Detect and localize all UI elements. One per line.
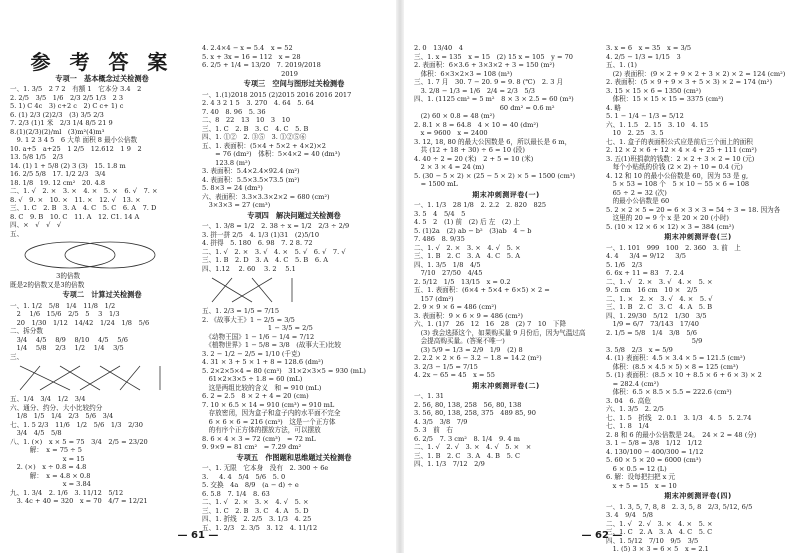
answer-line: 五、1. 2/3 2. 3/5 3. 12 4. 11/12 [202,523,318,532]
answer-line: 2. 5/12 1/5 13/15 x = 0.2 [414,277,511,286]
section-title: 专项一 基本概念过关检测卷 [55,73,149,83]
answer-line: 4. 表面积：5.5×3.5×73.5 (m²) [202,175,300,184]
answer-line: 二、1. √ 2. × 3. × 4. √ 5. × [202,498,309,506]
answer-line: 4. 12 和 10 的最小公倍数是 60，因为 53 是 g, [606,171,749,180]
answer-line: 2. 56, 80, 138, 258 56, 80, 138 [414,400,522,409]
answer-line: 体积：(8.5 × 4.5 × 5) × 8 = 125 (cm³) [606,362,739,371]
right-page [404,0,800,553]
answer-line: 3×3×3 = 27 (cm³) [202,201,271,209]
answer-line: 《动物王国》1 − 1/6 − 1/4 = 7/12 [202,332,315,341]
answer-line: 3. 5 4 5/4 5 [414,209,466,218]
answer-line: 65 ÷ 2 = 32 (次) [606,188,667,197]
answer-line: x = 9600 x = 2400 [414,129,488,137]
answer-line: 4. 3/5 3/8 7/9 [414,417,468,426]
answer-line: 123.8 (m²) [202,158,251,167]
section-title: 专项五 作图题和思维题过关检测卷 [236,452,352,462]
answer-line: 三、1. B 2. D 3. A 4. C 5. B 6. A [202,256,329,264]
answer-line: 16. 2/5 5/8 17. 1/2 2/3 3/4 [10,170,106,178]
answer-line: (3) 5/9 = 1/3 = 2/9 1/9 (2) 8 [414,345,530,354]
answer-line: 5. 1 − 1/4 − 1/3 = 5/12 [606,112,684,120]
answer-line: 六、1. 3/5 2. 2/5 [606,405,664,413]
answer-line: 三、1. C 2. B 3. A 4. C 5. C 6. A 7. D [10,204,157,212]
answer-line: 四、1. 1/3 7/12 2/9 [414,460,485,468]
answer-line: 一、1.(1)2018 2015 (2)2015 2016 2016 2017 [202,90,352,99]
answer-line: 5. 1/6 2/3 [606,260,643,269]
matching-line [212,278,252,302]
answer-line: 6. (1) 2/3 (2)2/3 (3) 3/5 2/3 [10,110,104,119]
answer-line: 一、1. 3/5 2 7 2 有额 1 它本分 3.4 2 [10,85,142,93]
answer-line: 9. 1 2 3 4 5 6 大单 面积 8 最小公倍数 [10,136,138,144]
page-number-left: — 61 — [177,530,219,541]
left-page [0,0,396,553]
answer-line: 7. 486 8. 9/35 [414,235,465,243]
answer-line: 解： x = 75 ÷ 5 [10,446,82,454]
answer-line: 4. 2x − 65 = 45 x = 55 [414,371,495,379]
answer-line: 20 1/30 1/12 14/42 1/24 1/8 5/6 [10,318,150,327]
answer-line: (2) 表面积：(9 × 2 + 9 × 2 + 3 × 2) × 2 = 124 (cm²) [606,69,786,78]
answer-line: 体积：6.5 × 8.5 × 5.5 = 222.6 (cm³) [606,388,732,396]
section-title: 专项四 解决问题过关检测卷 [247,210,341,220]
answer-line: 2 × 3 × 4 = 24 (m) [414,163,485,171]
answer-line: 6. 解：设每把扫把 x 元 [606,473,676,481]
right-columns [414,44,790,553]
answer-line: 五、1. (1) [606,61,637,69]
answer-line: x + 5 = 15 x = 10 [606,481,677,490]
answer-line: 三、1. B 2. C 3. A 4. C 5. A [414,252,520,260]
answer-line: 四、1. 3/5 1/8 4/5 [414,260,481,269]
answer-line: 9. 9×9 = 81 cm² = 7.29 dm² [202,443,302,451]
left-columns [10,44,386,532]
answer-line: 3. 56, 80, 138, 258, 375 489 85, 90 [414,409,536,417]
answer-line: 这是两组比较的含义 和 = 910 (mL) [202,383,322,392]
answer-line: 1/4 5/8 2/3 1/2 1/4 3/5 [10,344,124,352]
matching-line [100,366,140,390]
answer-line: 1. (5) 3 × 3 = 6 × 5 x = 2.1 [606,545,709,553]
answer-line: 2. 1/5 = 5/8 1/4 3/8 5/6 [606,328,697,337]
answer-line: 四、1. 5/12 7/10 9/5 3/5 [606,536,699,545]
answer-line: 157 (dm²) [414,294,454,303]
answer-line: 每个小贴纸的价钱 (2 × 2) ÷ 10 = 0.4 (元) [606,163,743,171]
matching-line [212,278,232,302]
answer-line: 1/9 = 6/7 73/143 17/40 [606,320,699,328]
answer-line: 6. 2/5 + 1/4 = 13/20 7. 2019/2018 [202,61,321,69]
answer-line: x = 15 [10,454,85,463]
answer-line: 3/4 4/5 5/8 [10,429,62,437]
answer-line: 4. 5 2 (1) 前 (2) 后 左 (2) 上 [414,218,520,226]
matching-line [120,366,140,390]
answer-line: (2) 60 × 0.8 = 48 (m²) [414,112,495,120]
answer-line: 九、1. 3/4 2. 1/6 3. 11/12 5/12 [10,488,124,497]
answer-line: 三、 [10,352,24,361]
answer-line: 一、1. 无限 它本身 没有 2. 300 ÷ 6e [202,464,329,472]
answer-line: 二、1. √ 2. √ 3. × 4. √ 5. × × [414,443,532,451]
answer-line: 3. 4 9/4 5/8 [606,511,653,519]
answer-line: 五、 [10,229,24,238]
answer-line: 7. 40 8. 96 5. 36 [202,107,266,116]
answer-line: 7. 2/3 (1)1 米 2/3 1/4 8/5 21 9 [10,119,113,127]
answer-line: 4. 31 × 3 + 5 × 1 + 8 = 128.6 (dm²) [202,358,324,366]
main-title: 参 考 答 案 [30,50,174,74]
answer-line: 四、1. (1125 cm² = 5 m² 8 × 3 × 2.5 = 60 (m³) [414,95,574,103]
answer-line: 二、1. √ 2. × 3. × 4. × 5. × 6. √ 7. × [10,187,158,195]
answer-line: 这里的 20 = 9 个 x 是 20 × 20 (小时) [606,214,729,222]
column-3 [414,44,598,516]
venn-circle-left [25,242,115,268]
answer-line: 体积：6×3×2×3 = 108 (m³) [414,69,513,78]
answer-line: 2019 [202,69,298,78]
answer-line: 的最小公倍数是 60 [606,197,670,205]
answer-line: 七、1. 5 折线 2. 0.1 3. 1/3 4. 5 5. 2.74 [606,413,752,422]
answer-line: 3. 五(1)班捐款的钱数：2 × 2 + 3 × 2 = 10 (元) [606,154,755,163]
page-gutter [396,0,404,553]
answer-line: 5. (1)2a (2) ab − b² (3)ab 4 − b [414,226,532,235]
answer-line: 5. 3 前 右 [414,426,453,434]
answer-line: 2. 2.2 × 2 × 6 − 3.2 − 1.8 = 14.2 (m²) [414,354,542,362]
answer-line: 10 2. 25 3. 5 [606,129,664,137]
answer-line: 2. 表面积：6×3.6 + 3×3×2 + 3 = 150 (m²) [414,61,555,69]
matching-line [80,366,120,390]
answer-line: 3. 2 − 1/2 − 2/5 = 1/10 (千克) [202,349,301,358]
answer-line: 3. x = 6 x = 35 x = 3/5 [606,44,692,52]
exam-title: 期末冲刺测评卷(三) [664,233,732,241]
answer-line: 七、1. 5 2/3 11/6 1/2 5/6 1/3 2/30 [10,420,143,429]
answer-line: 二、1. √ 2. √ 3. × 4. × 5. × [606,519,713,528]
answer-line: 三、1. x = 135 x = 15 (2) 15 x = 105 y = 70 [414,52,573,61]
answer-line: 八、1. (×) x × 5 = 75 3/4 2/5 = 23/20 [10,437,148,446]
answer-line: 3. 表面积：9 × 6 × 9 = 486 (cm²) [414,311,523,320]
answer-line: 13. 5/8 1/5 2/3 [10,153,64,161]
answer-line: 3. 表面积：5.4×2.4×92.4 (m²) [202,167,300,175]
answer-line: 三、1. C 2. A 3. A 4. C 5. C [606,528,713,536]
matching-line [20,366,40,390]
answer-line: 3. 04 6. 高危 [606,396,651,405]
answer-line: 2. 《故事大王》1 − 2/5 = 3/5 [202,315,295,324]
answer-line: 1 − 3/5 = 2/5 [202,324,313,332]
answer-line: 2. 0 13/40 4 [414,44,463,52]
answer-line: 一、1. 31 [414,392,444,400]
answer-line: (3) 我会选择这个，如果购买量 9 月份后，因为气温过高 [414,328,586,337]
answer-line: 会提高购买量。(答案不唯一) [414,337,505,345]
column-4 [606,44,790,553]
answer-line: 体积：15 × 15 × 15 = 3375 (cm³) [606,95,724,103]
answer-line: 4. 2.4×4 − x = 5.4 x = 52 [202,44,293,52]
answer-line: 存放密闭，因为盒子和盒子内的水平面不完全 [202,409,341,417]
venn-circle-right [65,242,155,268]
answer-line: 四、1. 折线 2. 2/5 3. 1/3 4. 25 [202,515,312,523]
answer-line: = 1500 mL [414,180,458,188]
answer-line: 四、× √ √ √ [10,221,62,229]
answer-line: 3. 5/8 2/3 x = 5/9 [606,345,673,354]
answer-line: 3. 15 × 15 × 6 = 1350 (cm²) [606,86,702,95]
answer-line: 6. 2/5 7. 3 cm² 8. 1/4 9. 4 m [414,434,520,443]
answer-line: 6. 5.8 7. 1/4 8. 63 [202,489,270,498]
answer-line: 2. 8.1 × 8 = 64.8 4 × 10 = 40 (dm²) [414,120,539,129]
matching-line [60,366,100,390]
answer-line: 七、1. 盒子的表面积公式应是前后三个面上的面积 [606,137,753,146]
answer-line: 18. 1/8 19. 12 cm² 20. 4.8 [10,178,106,187]
answer-line: 5. 60 × 5 × 20 = 6000 (cm³) [606,456,702,464]
page-number-right: — 62 — [581,530,623,541]
answer-line: 二、1. √ 2. × 3. √ 4. × 5. × [606,277,713,286]
answer-line: 三、1. B 2. C 3. C 4. A 5. B [606,303,713,311]
answer-line: 5 × 53 = 108 个 5 × 10 − 55 × 6 = 108 [606,180,750,188]
answer-line: 5. 2×2×5×4 = 80 (cm³) 31×2×3×5 = 930 (mL) [202,366,366,375]
answer-line: 9. 5 cm 16 cm 10 × 2/5 [606,286,698,294]
answer-line: 4. 40 ÷ 2 = 20 (米) 2 + 5 = 10 (米) [414,154,534,163]
answer-line: 《植物世界》1 − 5/8 = 3/8 (故事大王)比较 [202,341,342,349]
answer-line: 5. x + 3x = 16 = 112 x = 28 [202,52,301,61]
answer-line: 二、8 22 13 10 3 10 [202,116,291,124]
answer-line: 6. 6x + 11 = 83 7. 2.4 [606,269,684,277]
answer-line: 5. (10 × 12 × 6 × 12) × 3 = 384 (cm²) [606,222,735,231]
answer-line: 二、拆分数 [10,327,43,335]
answer-line: 五、1/4 3/4 1/2 3/4 [10,395,86,403]
answer-line: 3. 4c + 40 = 320 x = 70 4/7 = 12/21 [10,497,148,505]
answer-line: 4. (1) 表面积：4.5 × 3.4 × 5 = 121.5 (cm²) [606,354,746,362]
answer-line: 3. 4. 4 5/4 5/6 5. 0 [202,472,286,481]
answer-line: 六、表面积：3.3×3.3×2×2 = 680 (cm²) [202,192,330,201]
matching-line [40,366,80,390]
answer-line: 8. 6 × 4 × 3 = 72 (cm³) = 72 mL [202,434,316,443]
answer-line: 2. 2/5 3/5 1/6 2/3 2/5 1/3 2 3 [10,93,124,102]
answer-line: 共 (12 + 18 + 30) ÷ 6 = 10 (段) [414,146,525,154]
answer-line: 2. 表面积：(5 × 9 + 9 × 3 + 5 × 3) × 2 = 174 (m²) [606,78,773,86]
matching-line [232,278,272,302]
answer-line: 4. 4 3/4 = 9/12 3/5 [606,252,686,260]
answer-line: 6 × 0.5 = 12 (L) [606,464,667,473]
answer-line: 7/10 27/50 4/45 [414,269,483,277]
answer-line: 一、1. 3/8 = 1/2 2. 38 ÷ x = 1/2 2/3 ÷ 2/9 [202,222,350,230]
answer-line: 一、1. 1/2 5/8 1/4 11/8 1/2 [10,301,116,310]
answer-line: = 76 (dm²) 体积：5×4×2 = 40 (dm³) [202,150,341,158]
column-2 [202,44,386,532]
exam-title: 期末冲刺测评卷(四) [664,492,732,500]
column-1 [10,44,194,516]
answer-line: 五、1. 表面积：(5×4 + 5×2 + 4×2)×2 [202,141,326,150]
answer-line: 五、1. 表面积：(6×4 + 5×4 + 6×5) × 2 = [414,286,550,294]
answer-line: 5. (1) 表面积：(8.5 × 10 + 8.5 × 6 + 6 × 3) × 2 [606,371,762,379]
answer-line: 一、1. 101 999 100 2. 360 3. 前 上 [606,243,741,252]
exam-title: 期末冲刺测评卷(二) [472,381,540,390]
answer-line: 五、1. 2/3 = 1/5 = 7/15 [202,307,280,315]
answer-line: 8.(1)(2/3)(2)/ml (3)m²(4)m³ [10,127,105,136]
section-title: 专项二 计算过关检测卷 [62,290,142,299]
matching-lines-diagram-2 [202,275,386,305]
answer-line: 三、1. B 2. C 3. A 4. B 5. C [414,451,521,460]
answer-line: 三、1. 7 月 30. 7 − 20. 9 = 9. 8 (℃) 2. 3 月 [414,78,564,86]
answer-line: = 282.4 (cm²) [606,379,659,388]
answer-line: 5. 1) C 4c 3) c+2 c 2) C c+ 1) c [10,102,124,110]
answer-line: 61×2×3×5 ÷ 1.8 = 60 (mL) [202,375,303,383]
answer-line: 1/8 1/5 1/4 2/3 5/6 3/4 [10,412,114,420]
answer-line: 四、1. 29/30 5/12 1/30 3/5 [606,311,707,320]
answer-line: 四、1.12 2. 60 3. 2 5.1 [202,264,296,273]
answer-line: 14. (1) 1 + 5/8 (2) 3 (3) 15. 1.8 m [10,161,126,170]
answer-line: 8. √ 9. × 10. × 11. × 12. √ 13. × [10,195,141,204]
answer-line: 2. 4 3 2 1 5 3. 270 4. 64 5. 64 [202,99,315,107]
answer-line: 一、1. 3, 5, 7, 8, 8 2. 3, 5, 8 2/3, 5/12, 6/5 [606,502,753,511]
answer-line: 3/4 4/5 8/9 8/10 4/5 5/6 [10,335,128,344]
answer-line: 四、1. ①② 2. ③⑤ 3. ①②⑤⑥ [202,133,307,141]
answer-line: 2. (×) x ÷ 0.8 = 4.8 [10,463,87,471]
answer-line: 4. 略 [606,103,621,112]
matching-line [252,278,272,302]
matching-lines-diagram [10,363,194,393]
answer-line: 二、1. √ 2. × 3. × 4. √ 5. × [414,243,521,252]
section-title: 专项三 空间与图形过关检测卷 [243,79,345,88]
answer-line: 6. 2 = 2.5 8 × 2 + 4 = 20 (cm) [202,392,309,400]
answer-line: 一、1. 1/3 28 1/8 2. 2.2 2. 820 825 [414,201,547,209]
answer-line: 5. (30 − 5 × 2) × (25 − 5 × 2) × 5 = 1500 (cm³) [414,171,576,180]
answer-line: 5. 8×3 = 24 (dm³) [202,184,263,192]
answer-line: 4. 130/100 − 400/300 = 1/12 [606,447,704,456]
answer-line: 3. 2/3 − 1/5 = 7/15 [414,362,478,371]
answer-line: 3. 2/8 − 1/3 = 1/6 2/4 = 2/3 5/3 [414,86,535,95]
answer-line: 3的倍数 [10,272,81,280]
answer-line: 10. a+5 a+25 1 2/5 12.612 1 9 2 [10,144,142,153]
answer-line: 3. 1 − 5/8 = 3/8 1/12 1/12 [606,439,703,447]
answer-line: 二、1. √ 2. × 3. √ 4. × 5. √ 6. √ 7. √ [202,247,346,256]
answer-line: 4. 2/5 − 1/3 = 1/15 3 [606,52,681,61]
answer-line: 60 dm² = 0.6 m² [414,103,555,112]
answer-line: 三、1. C 2. B 3. C 4. A 5. D [202,506,309,515]
answer-line: 六、1. 1.5 2. 15 3. 10 4. 15 [606,120,709,129]
answer-line: 2. 12 × 2 × 6 + 12 × 4 × 4 + 25 + 111 (cm²) [606,146,757,154]
answer-line: 2. 9 × 9 × 6 = 486 (cm²) [414,303,497,311]
answer-line: 5. 交换 4a 8/9 (a − d) ÷ e [202,481,299,489]
answer-line: x = 3.84 [10,480,91,488]
answer-line: 三、1. C 2. B 3. C 4. C 5. B [202,124,309,133]
answer-line: 4. 拼得 5. 180 6. 98 7. 2 8. 72 [202,239,313,247]
answer-line: 六、通分、约分、大小比较约分 [10,403,103,412]
answer-line: 六、1. (1)7 26 12 16 28 (2) 7 10 下降 [414,320,567,328]
venn-diagram [10,240,194,270]
matching-line [20,366,70,390]
exam-title: 期末冲刺测评卷(一) [472,190,540,199]
answer-line: 既是2的倍数又是3的倍数 [10,280,85,289]
answer-line: 5. 2 × 2 × 5 = 20 = 6 × 3 × 3 = 54 ÷ 3 = 18. 因为各 [606,205,781,214]
answer-line: 解： x = 4.8 × 0.8 [10,471,91,480]
answer-line: 8. C 9. B 10. C 11. A 12. C1. 14 A [10,212,140,221]
answer-line: 2. 8 和 6 的最小公倍数是 24。 24 × 2 = 48 (分) [606,430,757,439]
answer-line: 3. 12, 18, 80 的最大公因数是 6，所以最长是 6 m， [414,137,572,146]
answer-line: 二、1. × 2. × 3. √ 4. × 5. √ [606,294,713,303]
answer-line: 七、1. 8 1/4 [606,422,649,430]
answer-line: 7. 10 × 6.5 × 14 = 910 (cm³) = 910 mL [202,400,335,409]
answer-line: 2 1/6 15/6 2/5 5 3 1/3 [10,310,120,318]
answer-line: 3. 拼一拼 2/5 4. 1/3 (1)31 (2)5/10 [202,230,320,239]
answer-line: 5/9 [606,337,703,345]
answer-line: 的有序个正方体的摆放方法，可以摆放 [202,426,321,434]
answer-line: 6 × 6 × 6 = 216 (cm³) 这是一个正方体 [202,417,336,426]
